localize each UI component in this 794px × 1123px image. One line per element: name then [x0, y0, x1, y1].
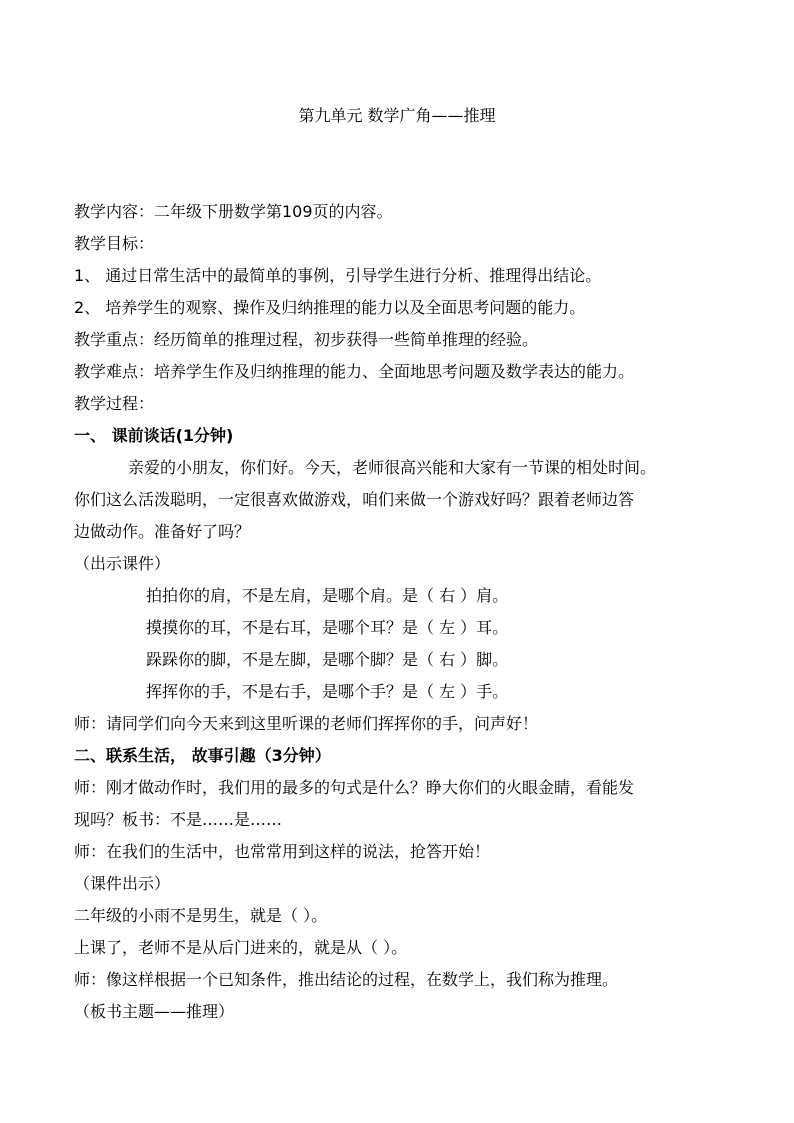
show-courseware-1: （出示课件） — [74, 554, 171, 573]
teaching-process-label: 教学过程： — [74, 394, 155, 413]
question-1: 二年级的小雨不是男生，就是（ ）。 — [74, 906, 328, 925]
teaching-goals-label: 教学目标： — [74, 234, 155, 253]
show-courseware-2: （课件出示） — [74, 874, 171, 893]
rhyme-line-2: 摸摸你的耳，不是右耳，是哪个耳？是（ 左 ）耳。 — [146, 618, 509, 637]
board-topic: （板书主题——推理） — [74, 1002, 235, 1021]
teaching-key-point: 教学重点：经历简单的推理过程，初步获得一些简单推理的经验。 — [74, 330, 539, 349]
rhyme-line-1: 拍拍你的肩，不是左肩，是哪个肩。是（ 右 ）肩。 — [146, 586, 509, 605]
goal-1: 1、 通过日常生活中的最简单的事例，引导学生进行分析、推理得出结论。 — [74, 266, 602, 285]
paragraph-1-line-1: 亲爱的小朋友，你们好。今天，老师很高兴能和大家有一节课的相处时间。 — [128, 458, 657, 477]
teaching-content: 教学内容：二年级下册数学第109页的内容。 — [74, 202, 393, 221]
document-title: 第九单元 数学广角——推理 — [298, 106, 496, 125]
goal-2: 2、 培养学生的观察、操作及归纳推理的能力以及全面思考问题的能力。 — [74, 298, 586, 317]
rhyme-line-3: 跺跺你的脚，不是左脚，是哪个脚？是（ 右 ）脚。 — [146, 650, 509, 669]
question-2: 上课了，老师不是从后门进来的，就是从（ ）。 — [74, 938, 408, 957]
teacher-line-2b: 现吗？板书：不是……是…… — [74, 810, 283, 829]
paragraph-1-line-3: 边做动作。准备好了吗？ — [74, 522, 251, 541]
teacher-line-2a: 师：刚才做动作时，我们用的最多的句式是什么？睁大你们的火眼金睛，看能发 — [74, 778, 635, 797]
section-2-heading: 二、联系生活， 故事引趣（3分钟） — [74, 746, 331, 765]
teaching-difficulty: 教学难点：培养学生作及归纳推理的能力、全面地思考问题及数学表达的能力。 — [74, 362, 635, 381]
rhyme-line-4: 挥挥你的手，不是右手，是哪个手？是（ 左 ）手。 — [146, 682, 509, 701]
teacher-line-1: 师：请同学们向今天来到这里听课的老师们挥挥你的手，问声好！ — [74, 714, 539, 733]
teacher-line-4: 师：像这样根据一个已知条件，推出结论的过程，在数学上，我们称为推理。 — [74, 970, 619, 989]
paragraph-1-line-2: 你们这么活泼聪明，一定很喜欢做游戏，咱们来做一个游戏好吗？跟着老师边答 — [74, 490, 635, 509]
section-1-heading: 一、 课前谈话(1分钟) — [74, 426, 234, 445]
teacher-line-3: 师：在我们的生活中，也常常用到这样的说法，抢答开始！ — [74, 842, 491, 861]
